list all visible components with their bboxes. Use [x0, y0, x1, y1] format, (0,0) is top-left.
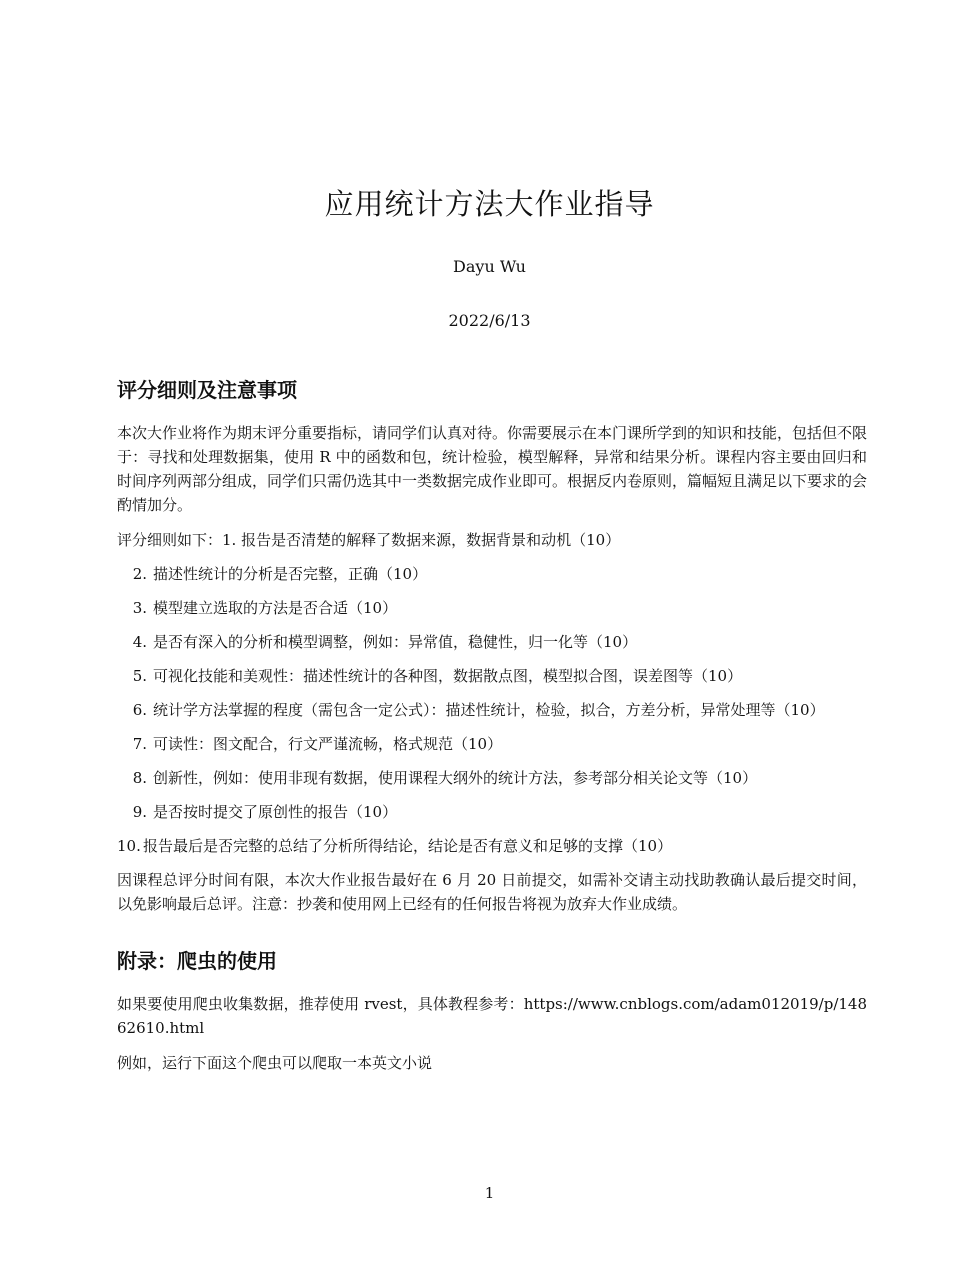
rubric-item: [117, 562, 867, 586]
tutorial-link[interactable]: https://www.cnblogs.com/adam012019/p/14862610.html: [117, 995, 867, 1037]
section-heading-grading: 评分细则及注意事项: [117, 378, 297, 402]
rubric-item: [117, 732, 867, 756]
rubric-item-text: 模型建立选取的方法是否合适（10）: [153, 599, 398, 617]
document-title: 应用统计方法大作业指导: [324, 187, 655, 221]
rubric-item-num: 6.: [132, 701, 147, 719]
rubric-item-num: 5.: [132, 667, 147, 685]
rubric-item-text: 可视化技能和美观性：描述性统计的各种图，数据散点图，模型拟合图，误差图等（10）: [153, 667, 743, 685]
rubric-item-text: 描述性统计的分析是否完整，正确（10）: [153, 565, 428, 583]
rubric-item: [117, 630, 867, 654]
rubric-item-num: 2.: [132, 565, 147, 583]
document-date: 2022/6/13: [448, 311, 531, 330]
crawler-paragraph: [117, 992, 867, 1040]
rubric-item-text: 创新性，例如：使用非现有数据，使用课程大纲外的统计方法，参考部分相关论文等（10）: [153, 769, 758, 787]
rubric-item-text: 可读性：图文配合，行文严谨流畅，格式规范（10）: [153, 735, 503, 753]
rubric-item-num: 9.: [132, 803, 147, 821]
rubric-item: [117, 834, 867, 858]
document-body: [117, 375, 867, 1086]
rubric-item: [117, 596, 867, 620]
rubric-item-text: 是否有深入的分析和模型调整，例如：异常值，稳健性，归一化等（10）: [153, 633, 638, 651]
section-heading-appendix: 附录：爬虫的使用: [117, 949, 277, 973]
rubric-item: [117, 800, 867, 824]
rubric-item-text: 统计学方法掌握的程度（需包含一定公式）：描述性统计，检验，拟合，方差分析，异常处理等（10）: [153, 701, 825, 719]
rubric-lead: 评分细则如下：: [117, 531, 223, 549]
rubric-item-1-text: 报告是否清楚的解释了数据来源，数据背景和动机（10）: [241, 531, 621, 549]
rubric-item-text: 是否按时提交了原创性的报告（10）: [153, 803, 398, 821]
rubric-item-num: 3.: [132, 599, 147, 617]
rubric-item-num: 10.: [117, 837, 141, 855]
rubric-item: [117, 698, 867, 722]
rubric-item-text: 报告最后是否完整的总结了分析所得结论，结论是否有意义和足够的支撑（10）: [143, 837, 673, 855]
page-number: 1: [484, 1184, 495, 1202]
rubric-list: [117, 562, 867, 858]
crawler-text: 如果要使用爬虫收集数据，推荐使用 rvest，具体教程参考：: [117, 995, 524, 1013]
notice-paragraph: 因课程总评分时间有限，本次大作业报告最好在 6 月 20 日前提交，如需补交请主动找助教确认最后提交时间，以免影响最后总评。注意：抄袭和使用网上已经有的任何报告将视为放弃大作业成绩。: [117, 871, 867, 913]
rubric-item: [117, 664, 867, 688]
example-paragraph: 例如，运行下面这个爬虫可以爬取一本英文小说: [117, 1054, 433, 1072]
rubric-first-line: [117, 528, 867, 552]
rubric-item-1-num: 1.: [222, 531, 237, 549]
intro-paragraph: 本次大作业将作为期末评分重要指标，请同学们认真对待。你需要展示在本门课所学到的知识和技能，包括但不限于：寻找和处理数据集，使用 R 中的函数和包，统计检验，模型解释，异常和结果分析。课程内容主要由回归和时间序列两部分组成，同学们只需仍选其中一类数据完成作业即可。根据反内卷原则，篇幅短且满足以下要求的会酌情加分。: [117, 424, 868, 514]
rubric-item-num: 8.: [132, 769, 147, 787]
document-author: Dayu Wu: [453, 257, 526, 276]
rubric-item: [117, 766, 867, 790]
rubric-item-num: 4.: [132, 633, 147, 651]
rubric-item-num: 7.: [132, 735, 147, 753]
